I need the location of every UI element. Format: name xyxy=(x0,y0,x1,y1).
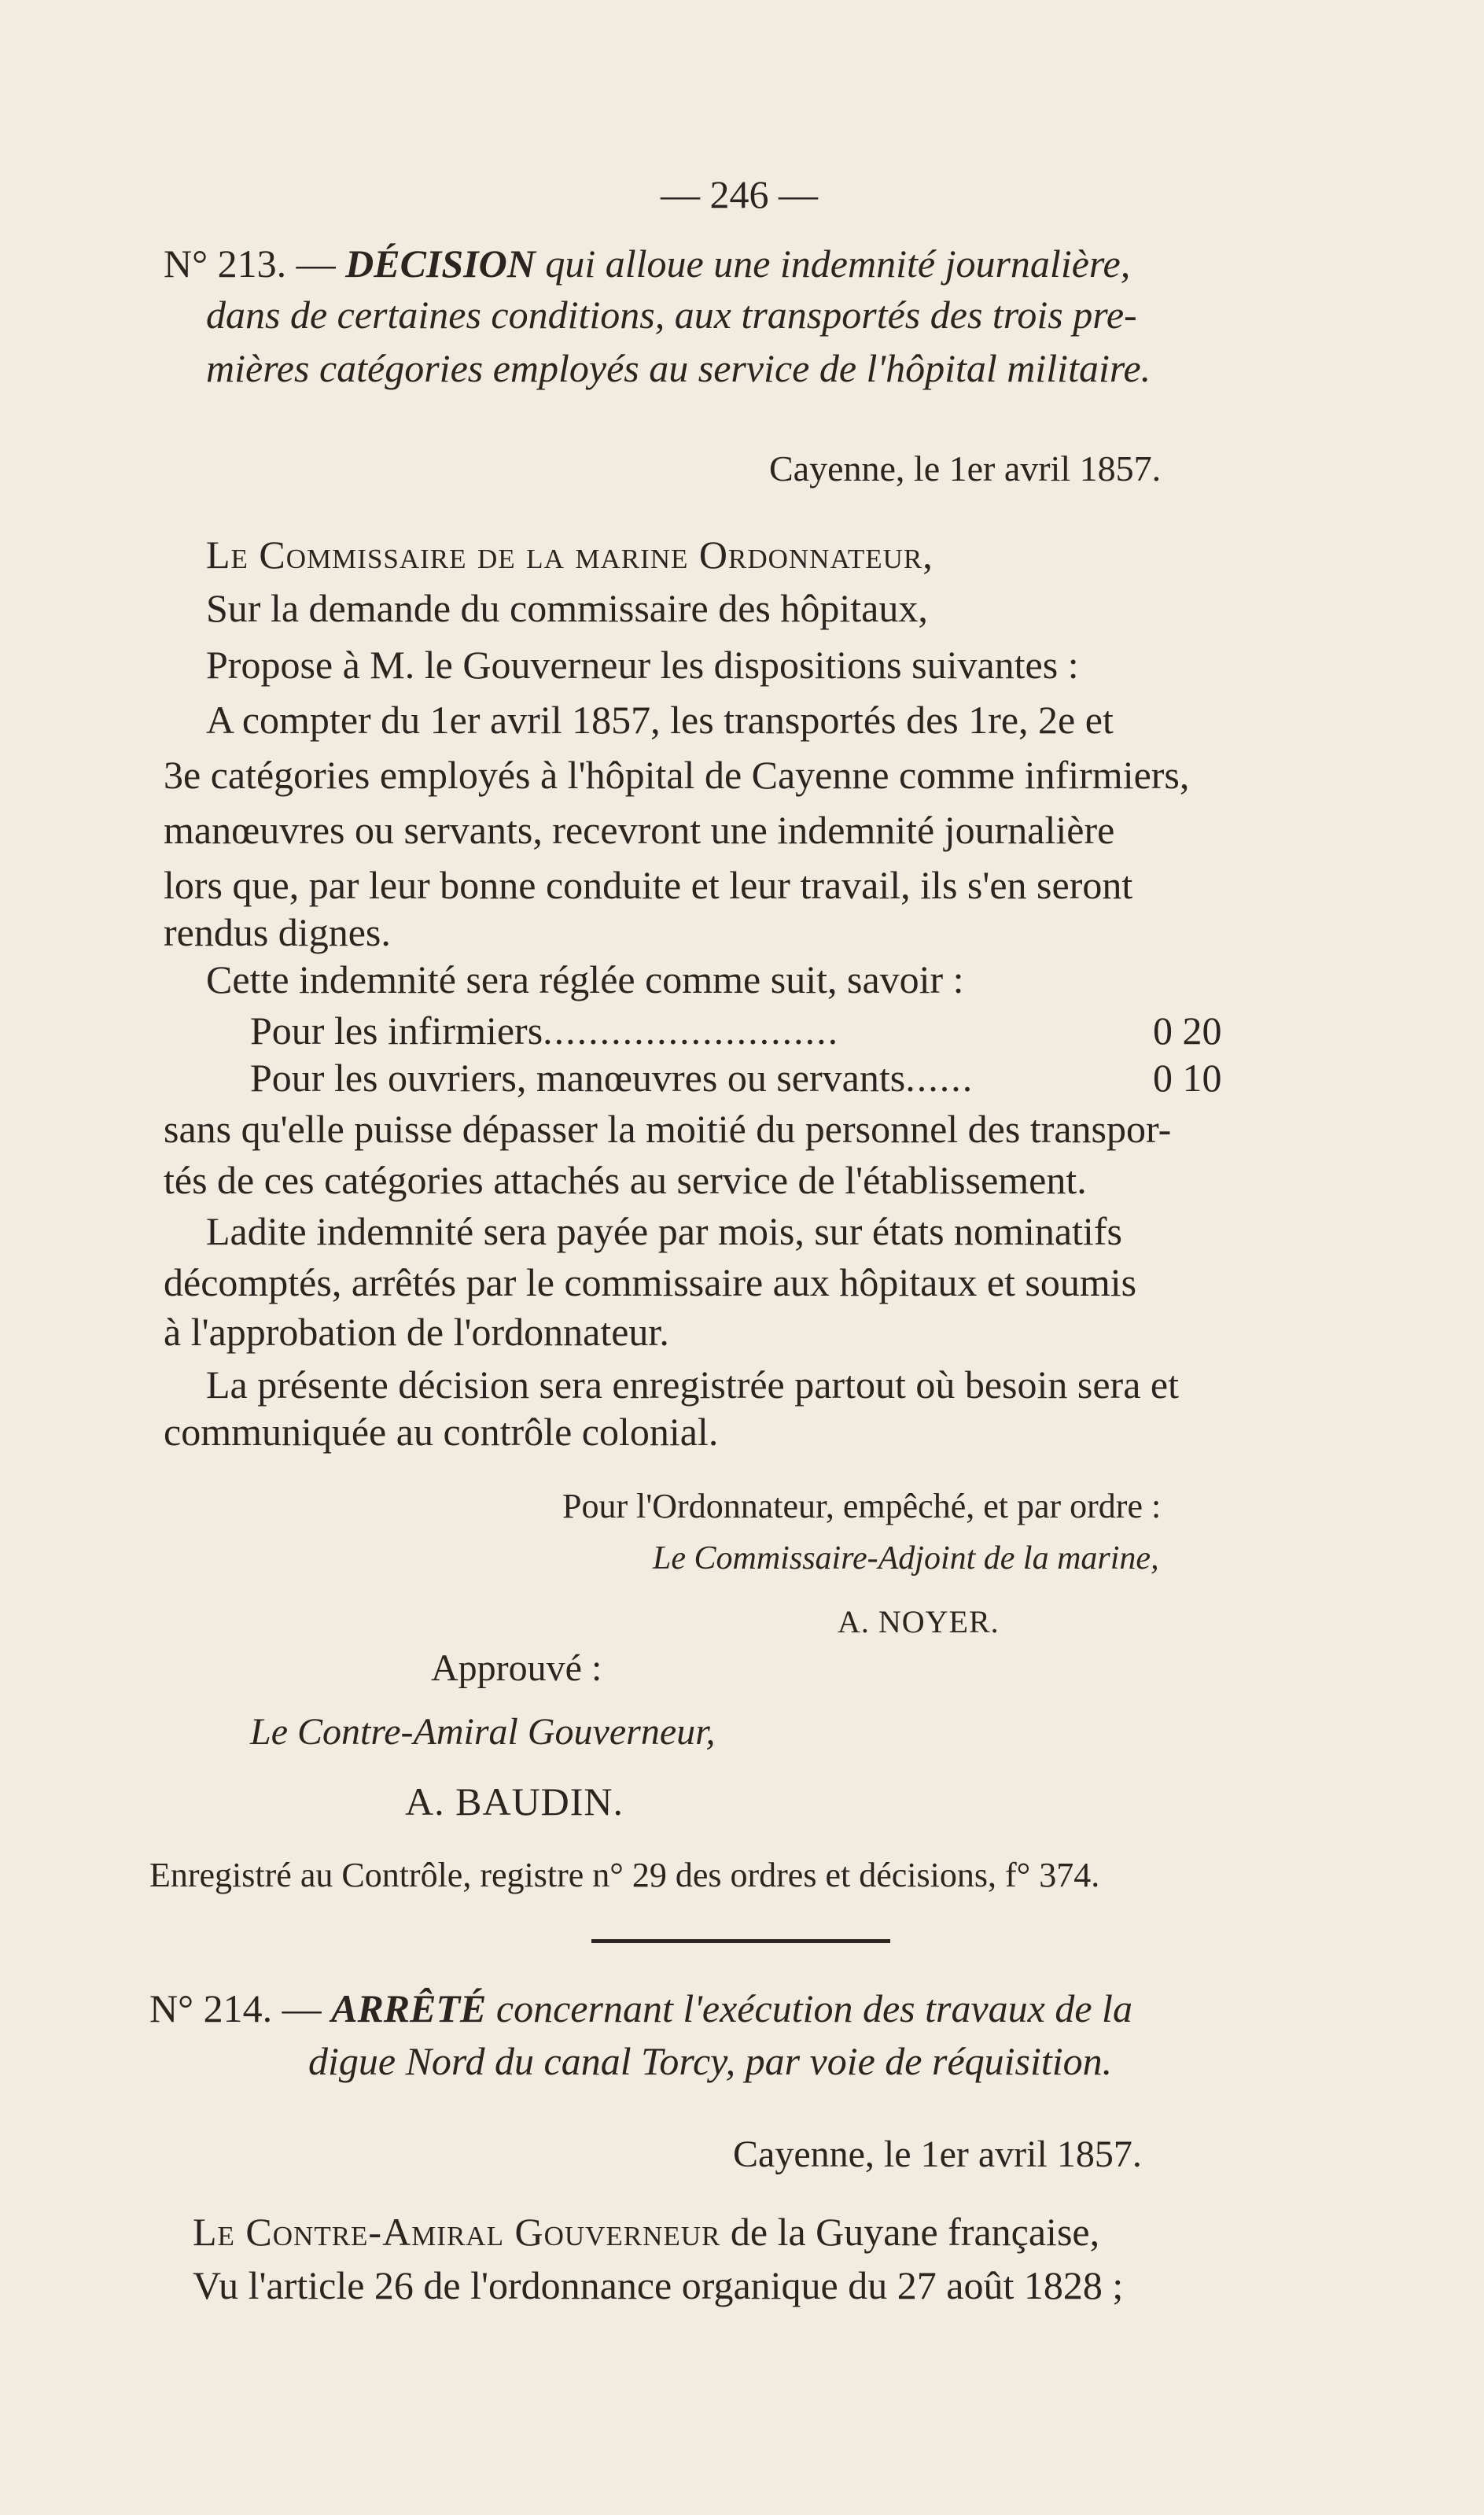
arrete-214-heading-rest: concernant l'exécution des travaux de la xyxy=(486,1986,1132,2030)
arrete-214-body-line: Vu l'article 26 de l'ordonnance organique du 27 août 1828 ; xyxy=(193,2263,1124,2307)
decision-213-body-line: Sur la demande du commissaire des hôpitaux, xyxy=(206,586,928,630)
decision-213-heading-line-3: mières catégories employés au service de l'hôpital militaire. xyxy=(206,346,1151,390)
arrete-214-authority-title: Le Contre-Amiral Gouverneur xyxy=(193,2210,721,2254)
arrete-214-number: N° 214. — xyxy=(149,1986,332,2030)
arrete-214-place-date: Cayenne, le 1er avril 1857. xyxy=(733,2133,1142,2175)
rate-leader: ...... xyxy=(905,1056,974,1100)
decision-213-body-line: lors que, par leur bonne conduite et leur travail, ils s'en seront xyxy=(164,863,1133,907)
decision-213-place-date: Cayenne, le 1er avril 1857. xyxy=(769,448,1162,489)
signature-name: A. NOYER. xyxy=(838,1604,1000,1639)
registration-note: Enregistré au Contrôle, registre n° 29 des ordres et décisions, f° 374. xyxy=(149,1856,1100,1894)
rate-row xyxy=(250,1056,974,1100)
signature-for-line: Pour l'Ordonnateur, empêché, et par ordre : xyxy=(562,1487,1162,1525)
rate-value: 0 20 xyxy=(1153,1009,1222,1053)
rate-value: 0 10 xyxy=(1153,1056,1222,1100)
decision-213-body-line: 3e catégories employés à l'hôpital de Cayenne comme infirmiers, xyxy=(164,753,1190,797)
arrete-214-heading xyxy=(149,1986,1132,2030)
decision-213-number: N° 213. — xyxy=(164,242,346,286)
decision-213-body-line: décomptés, arrêtés par le commissaire aux hôpitaux et soumis xyxy=(164,1260,1137,1304)
approval-title: Le Contre-Amiral Gouverneur, xyxy=(250,1711,716,1753)
arrete-214-authority xyxy=(193,2210,1100,2254)
rate-label: Pour les infirmiers xyxy=(250,1009,543,1053)
decision-213-authority: Le Commissaire de la marine Ordonnateur, xyxy=(206,533,933,577)
decision-213-body-line: Propose à M. le Gouverneur les dispositions suivantes : xyxy=(206,643,1079,687)
decision-213-body-line: Ladite indemnité sera payée par mois, sur états nominatifs xyxy=(206,1209,1122,1253)
arrete-214-heading-line-2: digue Nord du canal Torcy, par voie de réquisition. xyxy=(308,2039,1113,2083)
decision-213-heading xyxy=(164,242,1131,286)
arrete-214-title: ARRÊTÉ xyxy=(331,1986,487,2030)
decision-213-title: DÉCISION xyxy=(345,242,536,286)
decision-213-body-line: Cette indemnité sera réglée comme suit, savoir : xyxy=(206,957,964,1001)
rate-label: Pour les ouvriers, manœuvres ou servants xyxy=(250,1056,906,1100)
decision-213-body-line: sans qu'elle puisse dépasser la moitié du personnel des transpor- xyxy=(164,1107,1172,1151)
decision-213-heading-rest: qui alloue une indemnité journalière, xyxy=(535,242,1131,286)
rate-row xyxy=(250,1009,840,1053)
decision-213-heading-line-2: dans de certaines conditions, aux transportés des trois pre- xyxy=(206,293,1137,337)
signature-title: Le Commissaire-Adjoint de la marine, xyxy=(653,1540,1159,1576)
decision-213-body-line: A compter du 1er avril 1857, les transportés des 1re, 2e et xyxy=(206,698,1114,742)
rate-leader: .......................... xyxy=(543,1009,840,1053)
decision-213-body-line: à l'approbation de l'ordonnateur. xyxy=(164,1310,669,1354)
decision-213-body-line: tés de ces catégories attachés au service de l'établissement. xyxy=(164,1158,1087,1202)
decision-213-body-line: rendus dignes. xyxy=(164,910,391,954)
decision-213-body-line: La présente décision sera enregistrée partout où besoin sera et xyxy=(206,1363,1179,1407)
page-number: — 246 — xyxy=(661,172,818,216)
decision-213-body-line: manœuvres ou servants, recevront une indemnité journalière xyxy=(164,808,1115,852)
approval-label: Approuvé : xyxy=(431,1647,602,1689)
arrete-214-authority-rest: de la Guyane française, xyxy=(720,2210,1100,2254)
decision-213-body-line: communiquée au contrôle colonial. xyxy=(164,1410,719,1454)
section-divider xyxy=(591,1939,890,1943)
approval-name: A. BAUDIN. xyxy=(405,1779,624,1824)
